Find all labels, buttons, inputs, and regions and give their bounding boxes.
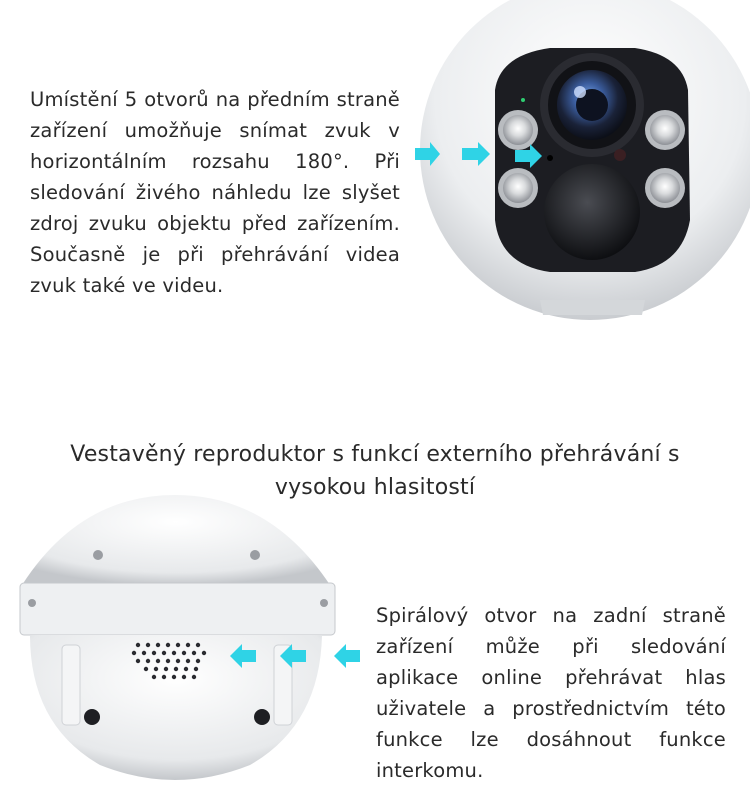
speaker-heading [0, 438, 750, 504]
speaker-hole [196, 643, 200, 647]
speaker-hole [202, 651, 206, 655]
speaker-hole [144, 667, 148, 671]
speaker-hole [162, 651, 166, 655]
speaker-hole [136, 659, 140, 663]
speaker-hole [142, 651, 146, 655]
speaker-hole [132, 651, 136, 655]
speaker-hole [154, 667, 158, 671]
speaker-hole [186, 659, 190, 663]
speaker-hole [192, 651, 196, 655]
speaker-hole [136, 643, 140, 647]
speaker-hole [176, 643, 180, 647]
speaker-hole [194, 667, 198, 671]
speaker-hole [182, 675, 186, 679]
camera-front-image [420, 0, 750, 330]
speaker-hole [192, 675, 196, 679]
camera-back-image [0, 495, 340, 787]
speaker-description: Spirálový otvor na zadní straně zařízení může při sledování aplikace online přehrávat hlas uživatele a prostřednictvím této funkce lze dosáhnout funkce interkomu. [376, 604, 726, 782]
speaker-hole [166, 659, 170, 663]
speaker-hole [172, 651, 176, 655]
speaker-hole [172, 675, 176, 679]
speaker-hole [146, 659, 150, 663]
speaker-hole [166, 643, 170, 647]
speaker-hole [184, 667, 188, 671]
speaker-hole [156, 643, 160, 647]
speaker-hole [152, 675, 156, 679]
speaker-hole [164, 667, 168, 671]
speaker-hole [176, 659, 180, 663]
speaker-hole [152, 651, 156, 655]
speaker-hole [174, 667, 178, 671]
speaker-hole [196, 659, 200, 663]
microphone-description: Umístění 5 otvorů na předním straně zařízení umožňuje snímat zvuk v horizontálním rozsahu 180°. Při sledování živého náhledu lze slyšet zdroj zvuku objektu před zařízením. Současně je při přehrávání videa zvuk také ve videu. [30, 88, 400, 297]
speaker-hole [162, 675, 166, 679]
speaker-hole [186, 643, 190, 647]
speaker-hole [182, 651, 186, 655]
speaker-hole [146, 643, 150, 647]
speaker-heading-line-2: vysokou hlasitostí [274, 475, 476, 500]
speaker-heading-line-1: Vestavěný reproduktor s funkcí externího přehrávání s [70, 442, 680, 467]
speaker-hole [156, 659, 160, 663]
